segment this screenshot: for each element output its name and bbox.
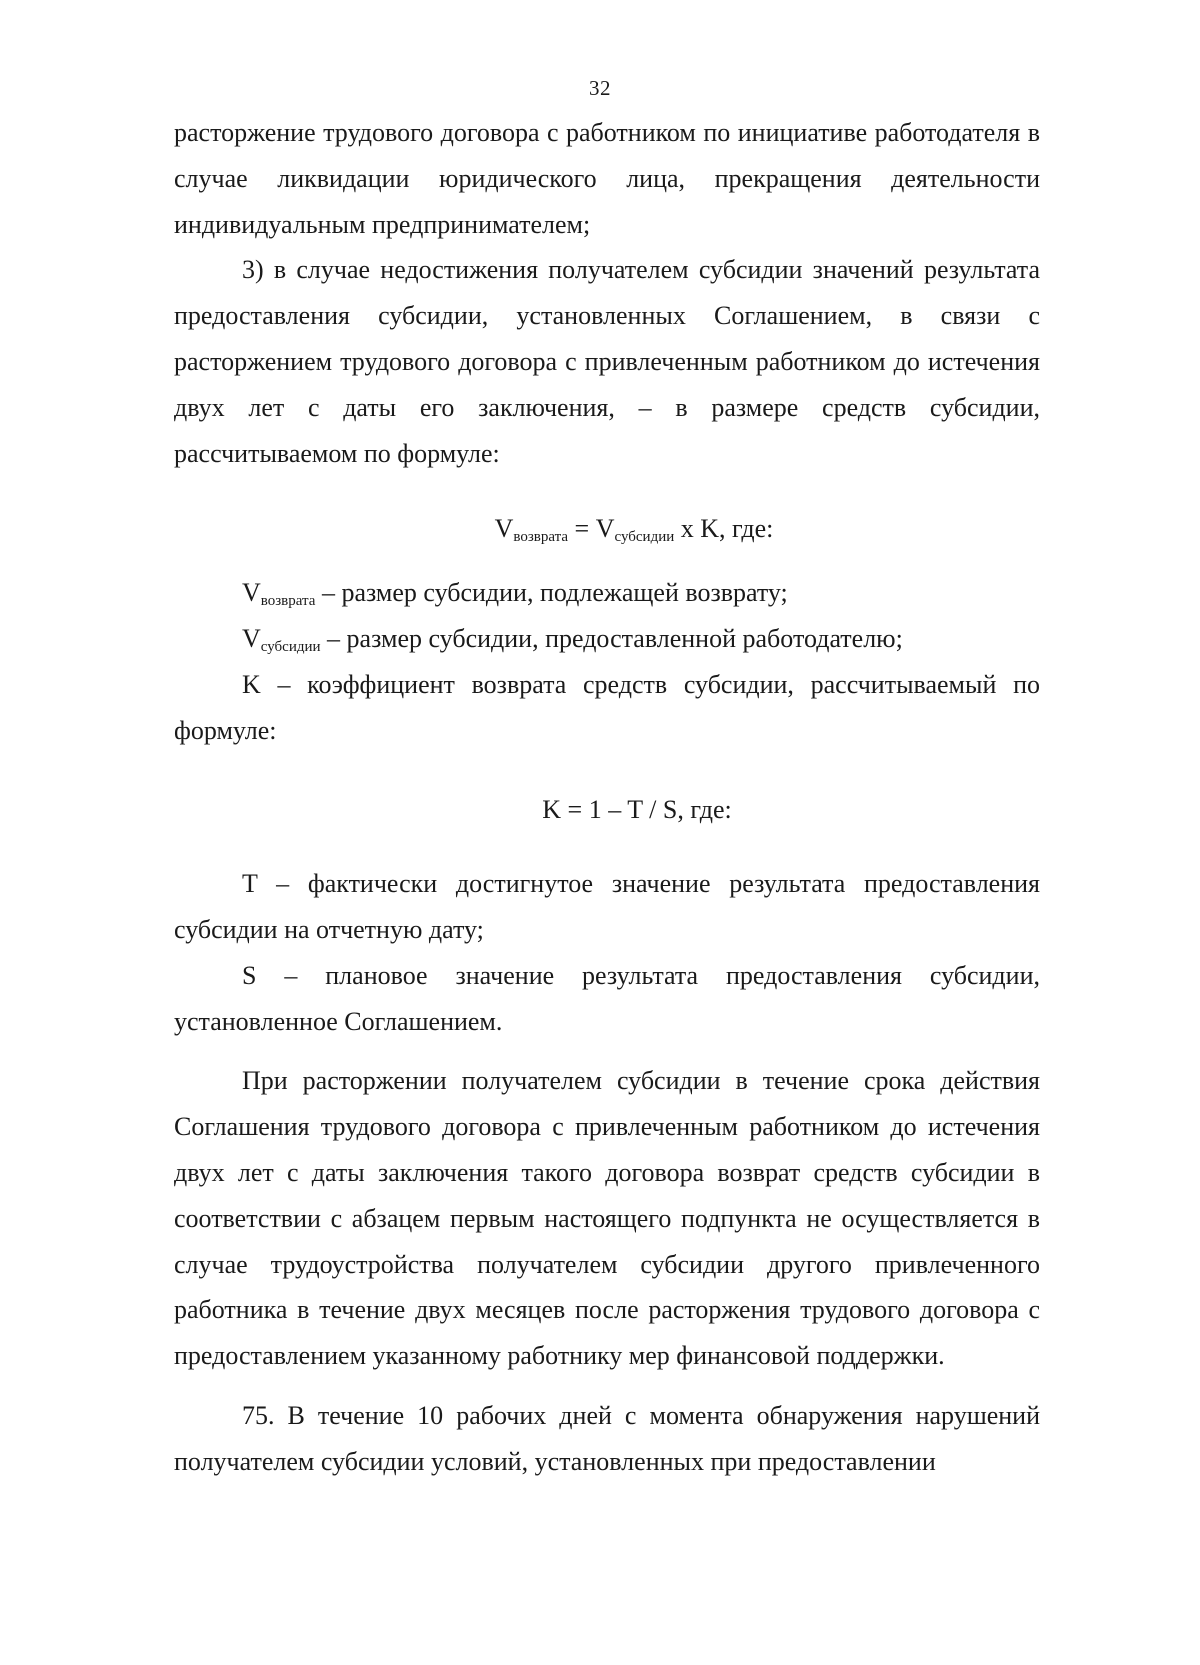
formula-v-symbol-2: V bbox=[595, 514, 615, 544]
definition-v-symbol: V bbox=[242, 578, 261, 608]
paragraph-continuation: расторжение трудового договора с работником по инициативе работодателя в случае ликвидации юридического лица, прекращения деятельности индивидуальным предпринимателем; bbox=[174, 118, 1040, 239]
paragraph-item-3: 3) в случае недостижения получателем субсидии значений результата предоставления субсидии, установленных Соглашением, в связи с расторжением трудового договора с привлеченным работником до истечения двух лет с даты его заключения, – в размере средств субсидии, рассчитываемом по формуле: bbox=[174, 255, 1040, 468]
definition-v-subsidy bbox=[174, 616, 1040, 662]
definition-v-symbol: V bbox=[242, 623, 261, 653]
definition-k: K – коэффициент возврата средств субсидии, рассчитываемый по формуле: bbox=[174, 669, 1040, 745]
definition-subscript: возврата bbox=[260, 593, 316, 610]
paragraph-termination-exception: При расторжении получателем субсидии в течение срока действия Соглашения трудового договора с привлеченным работником до истечения двух лет с даты заключения такого договора возврат средств субсидии в соответствии с абзацем первым настоящего подпункта не осуществляется в случае трудоустройства получателем субсидии другого привлеченного работника в течение двух месяцев после расторжения трудового договора с предоставлением указанному работнику мер финансовой поддержки. bbox=[174, 1066, 1040, 1371]
formula-equals: = bbox=[568, 514, 596, 544]
formula-subscript-subsidy: субсидии bbox=[614, 529, 675, 546]
return-formula bbox=[174, 506, 1040, 552]
page-number: 32 bbox=[589, 76, 611, 100]
coefficient-formula: K = 1 – T / S, где: bbox=[542, 795, 732, 825]
definition-text: – размер субсидии, подлежащей возврату; bbox=[315, 578, 788, 608]
document-body bbox=[174, 110, 1040, 1485]
formula-v-symbol: V bbox=[494, 514, 514, 544]
definition-t: T – фактически достигнутое значение результата предоставления субсидии на отчетную дату; bbox=[174, 869, 1040, 944]
formula-subscript-return: возврата bbox=[513, 529, 569, 546]
paragraph-item-75: 75. В течение 10 рабочих дней с момента обнаружения нарушений получателем субсидии условий, установленных при предоставлении bbox=[174, 1400, 1040, 1476]
definition-text: – размер субсидии, предоставленной работодателю; bbox=[320, 623, 903, 653]
definition-s: S – плановое значение результата предоставления субсидии, установленное Соглашением. bbox=[174, 960, 1040, 1036]
formula-tail: x K, где: bbox=[674, 514, 774, 544]
definition-v-return bbox=[174, 570, 1040, 616]
definition-subscript: субсидии bbox=[260, 638, 321, 655]
